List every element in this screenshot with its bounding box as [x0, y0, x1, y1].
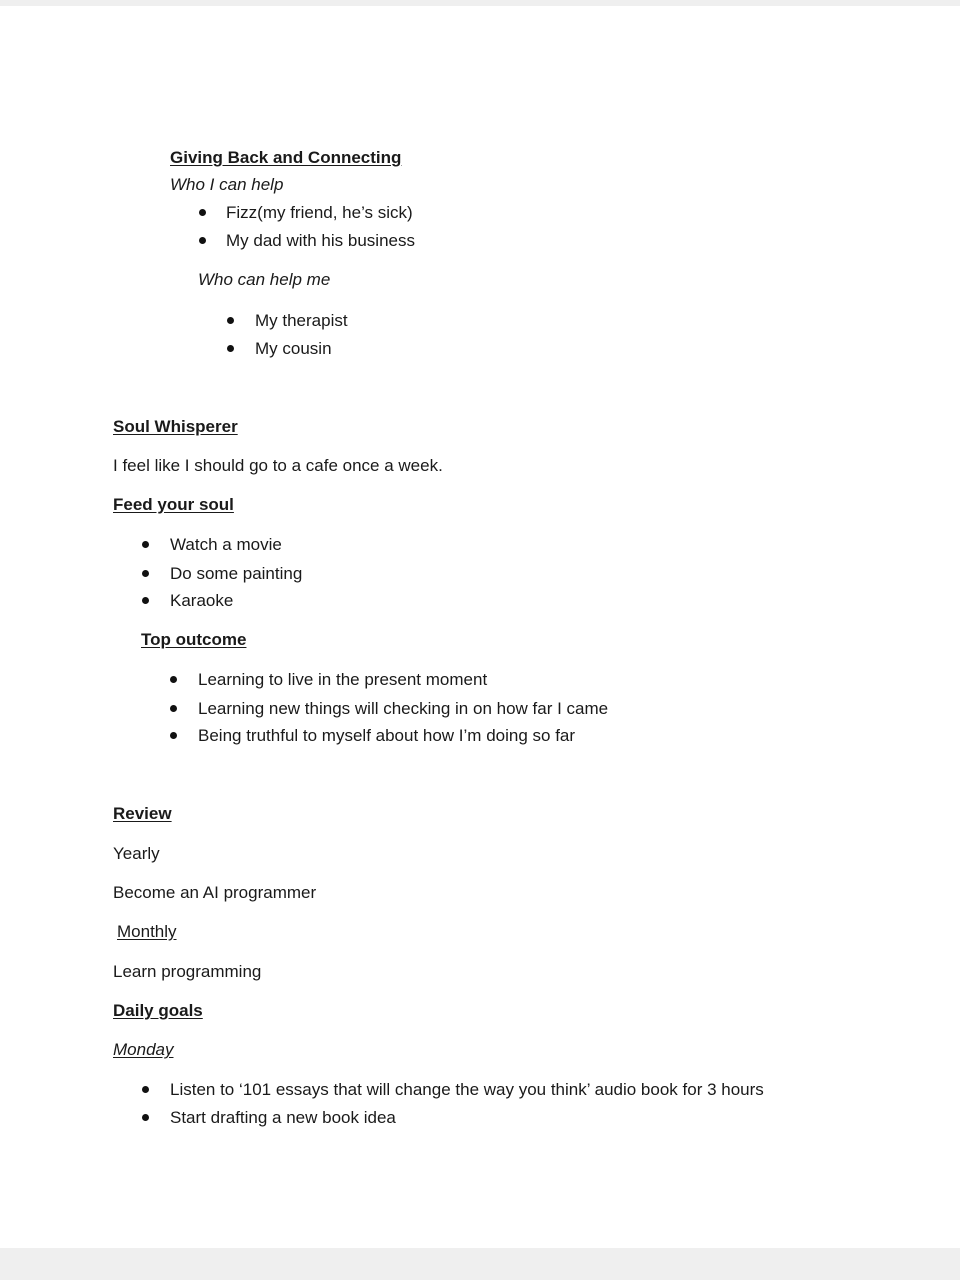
- bullet-icon: [170, 676, 177, 683]
- who-can-help-me-item-2: My cousin: [255, 339, 332, 358]
- top-outcome-item-1: Learning to live in the present moment: [198, 670, 488, 689]
- top-outcome-item-3: Being truthful to myself about how I’m doing so far: [198, 726, 576, 745]
- bullet-icon: [142, 1114, 149, 1121]
- bullet-icon: [142, 1086, 149, 1093]
- bullet-icon: [199, 209, 206, 216]
- feed-your-soul-heading: Feed your soul: [113, 495, 234, 514]
- bullet-icon: [170, 705, 177, 712]
- giving-back-heading: Giving Back and Connecting: [170, 148, 402, 167]
- feed-your-soul-item-2: Do some painting: [170, 564, 303, 583]
- who-can-help-me-item-1: My therapist: [255, 311, 348, 330]
- document-page: [0, 6, 960, 1248]
- who-i-can-help-item-1: Fizz(my friend, he’s sick): [226, 203, 413, 222]
- yearly-label: Yearly: [113, 844, 160, 863]
- feed-your-soul-item-1: Watch a movie: [170, 535, 282, 554]
- bullet-icon: [227, 317, 234, 324]
- feed-your-soul-item-3: Karaoke: [170, 591, 234, 610]
- bullet-icon: [227, 345, 234, 352]
- top-outcome-item-2: Learning new things will checking in on how far I came: [198, 699, 609, 718]
- soul-whisperer-text: I feel like I should go to a cafe once a week.: [113, 456, 443, 475]
- daily-goal-item-1: Listen to ‘101 essays that will change the way you think’ audio book for 3 hours: [170, 1080, 764, 1099]
- soul-whisperer-heading: Soul Whisperer: [113, 417, 238, 436]
- review-heading: Review: [113, 804, 172, 823]
- monthly-goal: Learn programming: [113, 962, 262, 981]
- daily-goal-item-2: Start drafting a new book idea: [170, 1108, 396, 1127]
- top-outcome-heading: Top outcome: [141, 630, 247, 649]
- who-i-can-help-label: Who I can help: [170, 175, 284, 194]
- day-label: Monday: [113, 1040, 174, 1059]
- who-can-help-me-label: Who can help me: [198, 270, 331, 289]
- bullet-icon: [142, 570, 149, 577]
- bullet-icon: [170, 732, 177, 739]
- daily-goals-heading: Daily goals: [113, 1001, 203, 1020]
- monthly-label: Monthly: [117, 922, 177, 941]
- who-i-can-help-item-2: My dad with his business: [226, 231, 415, 250]
- yearly-goal: Become an AI programmer: [113, 883, 317, 902]
- bullet-icon: [142, 541, 149, 548]
- bullet-icon: [199, 237, 206, 244]
- bullet-icon: [142, 597, 149, 604]
